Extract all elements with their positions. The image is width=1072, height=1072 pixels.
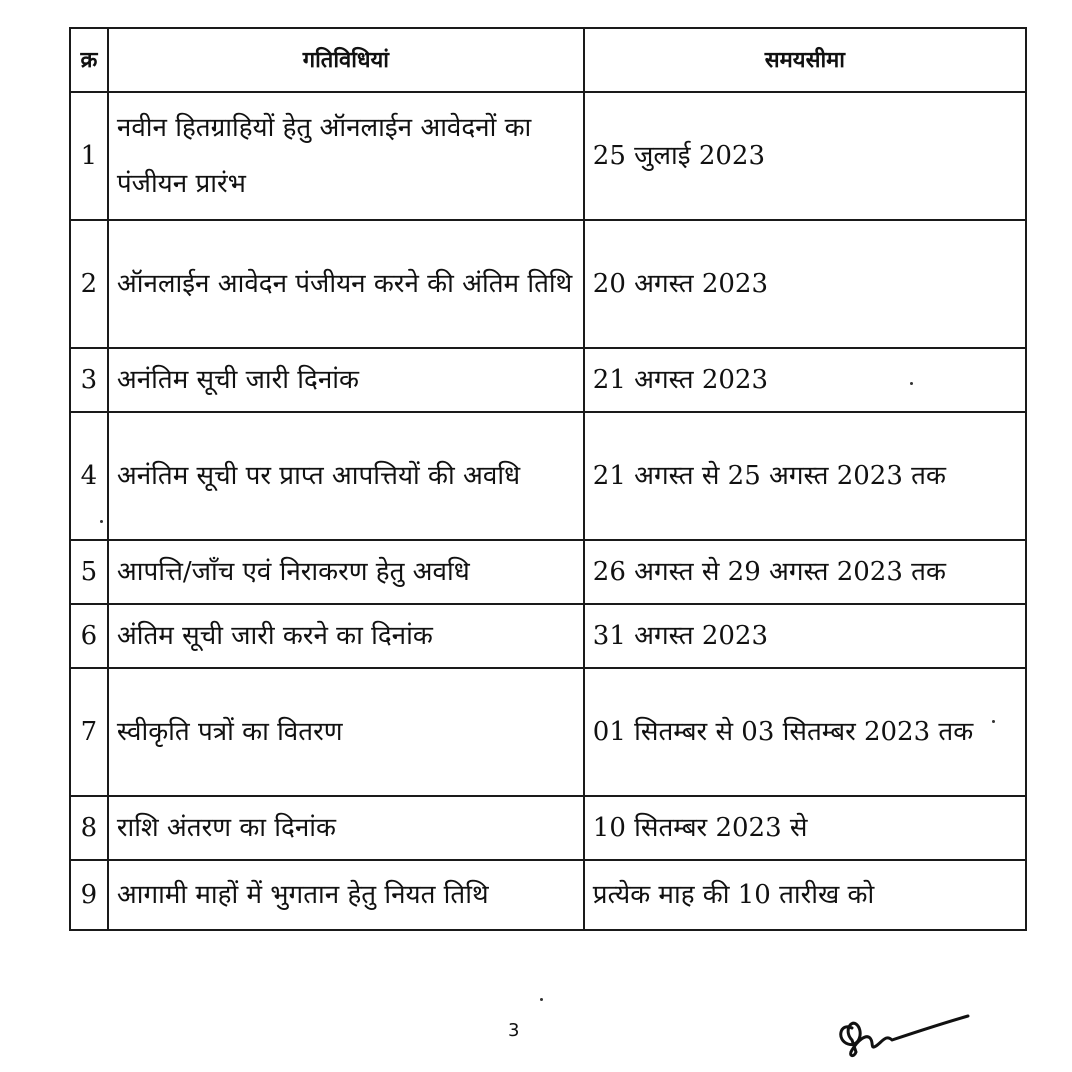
row-serial: 4 (70, 412, 108, 540)
scan-speck (910, 382, 913, 385)
row-activity: स्वीकृति पत्रों का वितरण (108, 668, 584, 796)
table-row (70, 796, 1026, 860)
table-header-row (70, 28, 1026, 92)
row-deadline: प्रत्येक माह की 10 तारीख को (584, 860, 1026, 930)
row-activity: ऑनलाईन आवेदन पंजीयन करने की अंतिम तिथि (108, 220, 584, 348)
row-deadline: 01 सितम्बर से 03 सितम्बर 2023 तक (584, 668, 1026, 796)
scan-speck (540, 998, 543, 1001)
schedule-table (69, 27, 1027, 931)
row-activity: आगामी माहों में भुगतान हेतु नियत तिथि (108, 860, 584, 930)
row-activity: आपत्ति/जाँच एवं निराकरण हेतु अवधि (108, 540, 584, 604)
row-serial: 6 (70, 604, 108, 668)
row-activity: अनंतिम सूची जारी दिनांक (108, 348, 584, 412)
row-deadline: 31 अगस्त 2023 (584, 604, 1026, 668)
row-serial: 5 (70, 540, 108, 604)
table-row (70, 540, 1026, 604)
row-deadline: 26 अगस्त से 29 अगस्त 2023 तक (584, 540, 1026, 604)
row-serial: 3 (70, 348, 108, 412)
row-activity: नवीन हितग्राहियों हेतु ऑनलाईन आवेदनों का पंजीयन प्रारंभ (108, 92, 584, 220)
row-serial: 1 (70, 92, 108, 220)
table-row (70, 604, 1026, 668)
table-row (70, 668, 1026, 796)
row-serial: 8 (70, 796, 108, 860)
table-row (70, 92, 1026, 220)
table-row (70, 220, 1026, 348)
table-row (70, 348, 1026, 412)
row-deadline: 21 अगस्त से 25 अगस्त 2023 तक (584, 412, 1026, 540)
row-deadline: 21 अगस्त 2023 (584, 348, 1026, 412)
scan-speck (992, 720, 995, 723)
row-serial: 9 (70, 860, 108, 930)
page-number: 3 (508, 1020, 520, 1041)
row-deadline: 10 सितम्बर 2023 से (584, 796, 1026, 860)
row-activity: अनंतिम सूची पर प्राप्त आपत्तियों की अवधि (108, 412, 584, 540)
header-serial: क्र (70, 28, 108, 92)
scan-speck (100, 520, 103, 523)
header-deadline: समयसीमा (584, 28, 1026, 92)
row-deadline: 25 जुलाई 2023 (584, 92, 1026, 220)
row-activity: अंतिम सूची जारी करने का दिनांक (108, 604, 584, 668)
signature (830, 1000, 980, 1070)
row-serial: 7 (70, 668, 108, 796)
row-deadline: 20 अगस्त 2023 (584, 220, 1026, 348)
table-row (70, 412, 1026, 540)
row-serial: 2 (70, 220, 108, 348)
table-row (70, 860, 1026, 930)
row-activity: राशि अंतरण का दिनांक (108, 796, 584, 860)
header-activity: गतिविधियां (108, 28, 584, 92)
